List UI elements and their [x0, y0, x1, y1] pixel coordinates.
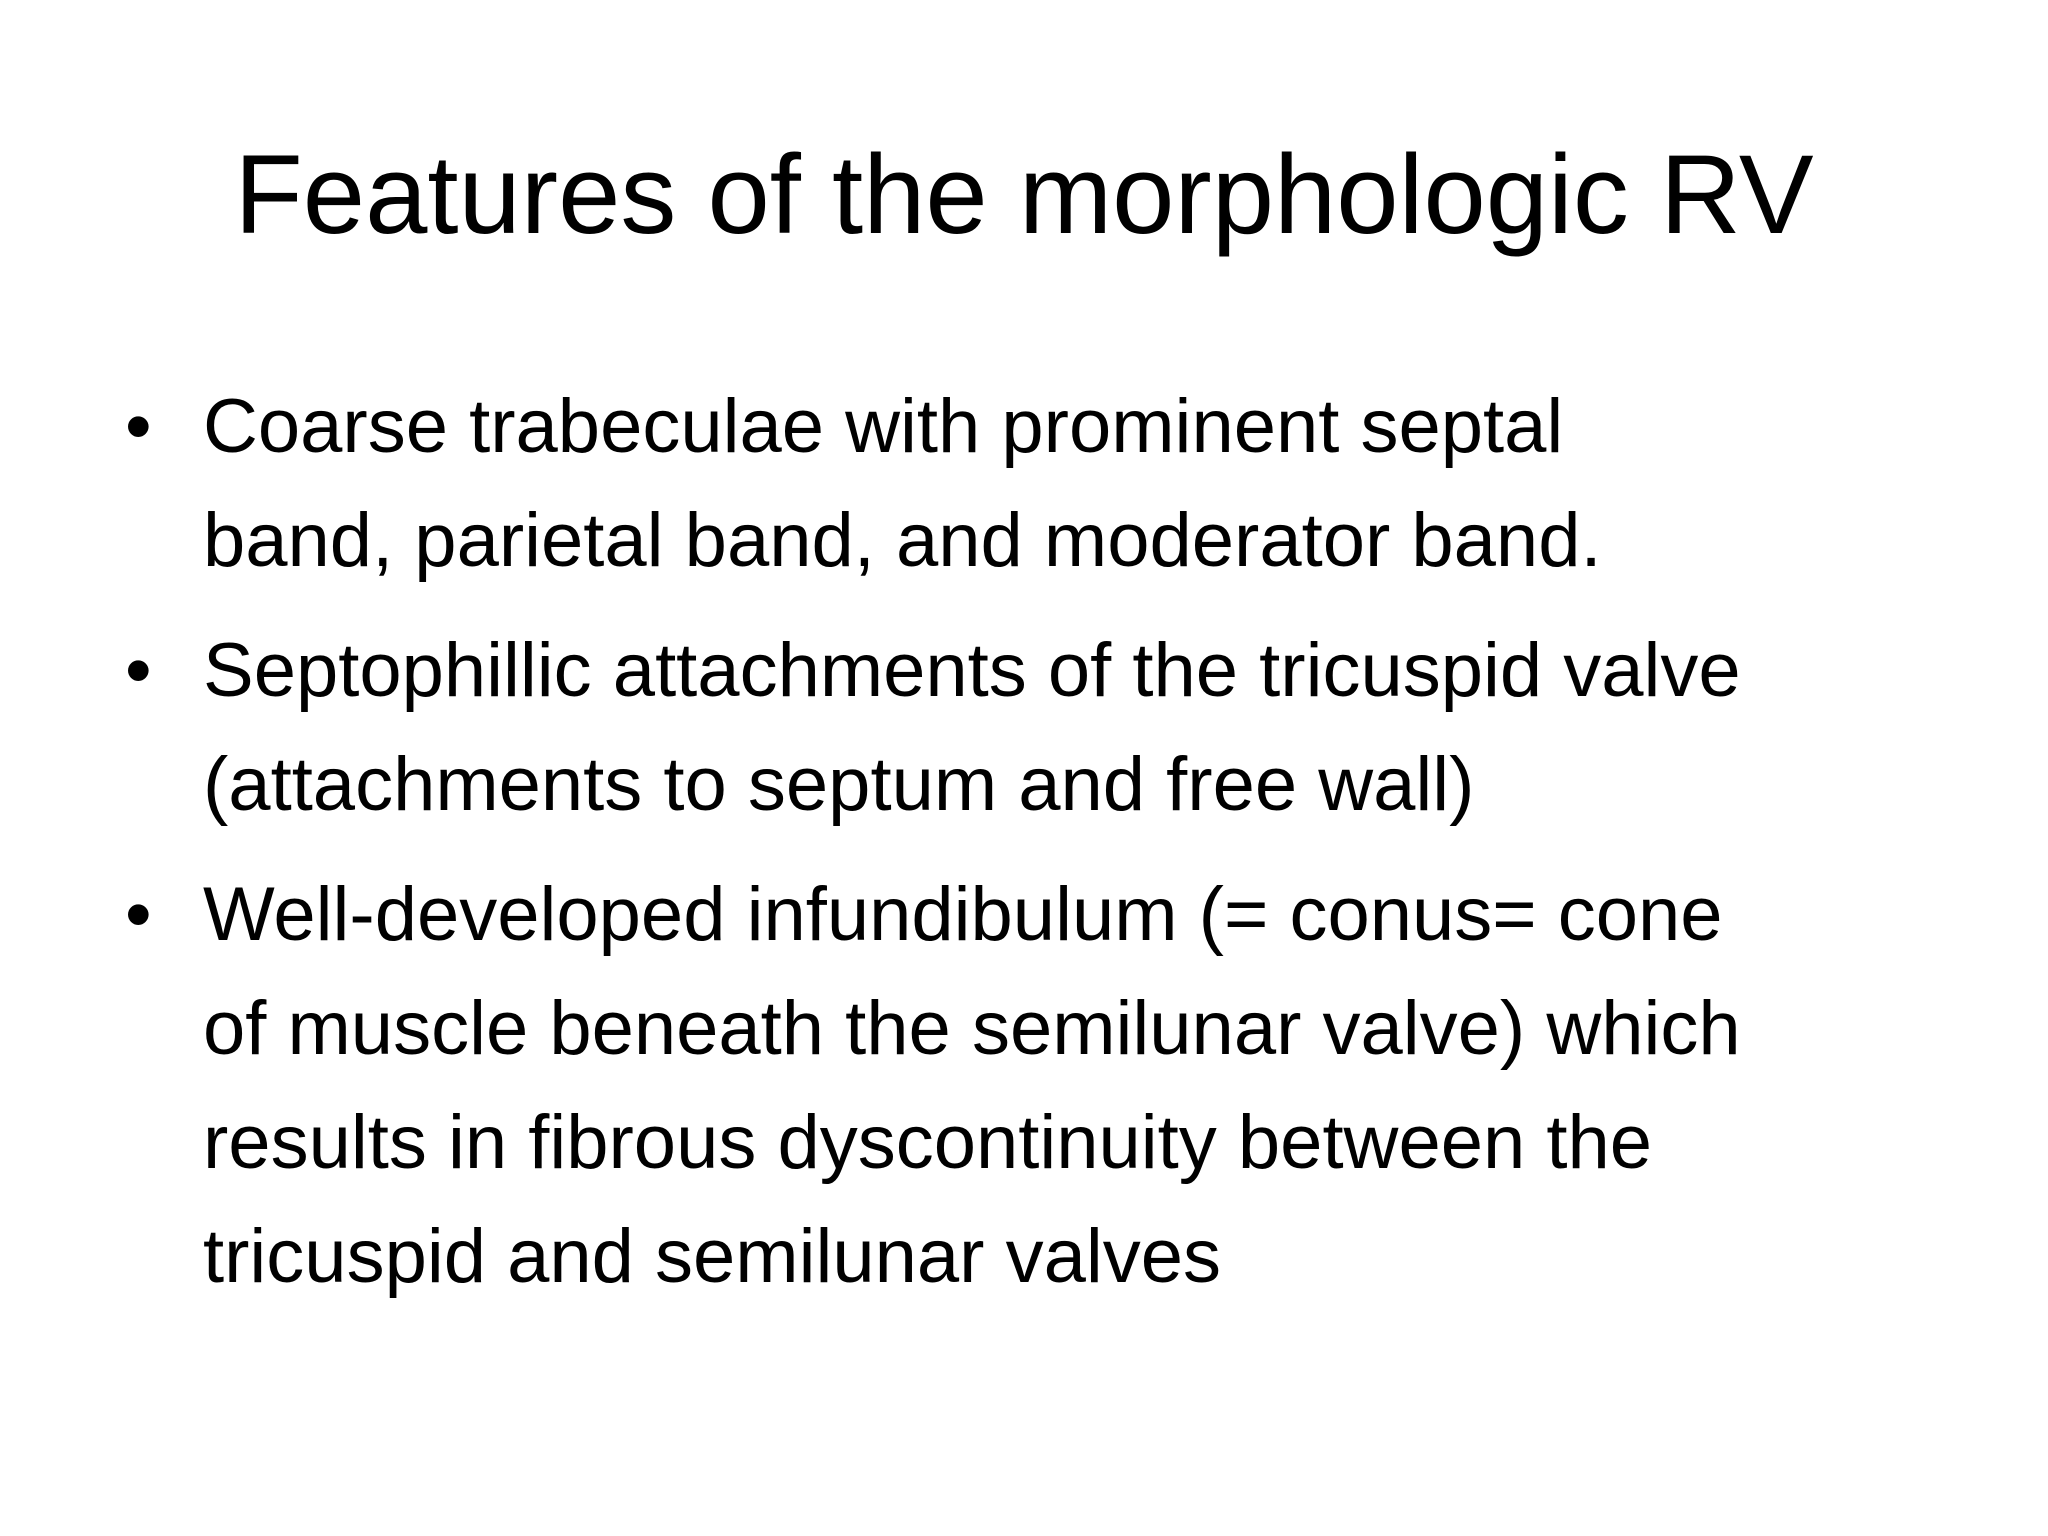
bullet-line: Septophillic attachments of the tricuspid valve [203, 628, 1741, 713]
bullet-dot: • [125, 872, 152, 957]
bullet-dot: • [125, 628, 152, 713]
bullet-line: Coarse trabeculae with prominent septal [203, 384, 1564, 469]
bullet-line: results in fibrous dyscontinuity between the [203, 1100, 1653, 1185]
bullet-line: tricuspid and semilunar valves [203, 1214, 1222, 1299]
bullet-line: band, parietal band, and moderator band. [203, 498, 1602, 583]
bullet-line: (attachments to septum and free wall) [203, 742, 1475, 827]
bullet-dot: • [125, 384, 152, 469]
slide-title: Features of the morphologic RV [234, 132, 1814, 257]
bullet-line: of muscle beneath the semilunar valve) which [203, 986, 1741, 1071]
bullet-line: Well-developed infundibulum (= conus= cone [203, 872, 1723, 957]
